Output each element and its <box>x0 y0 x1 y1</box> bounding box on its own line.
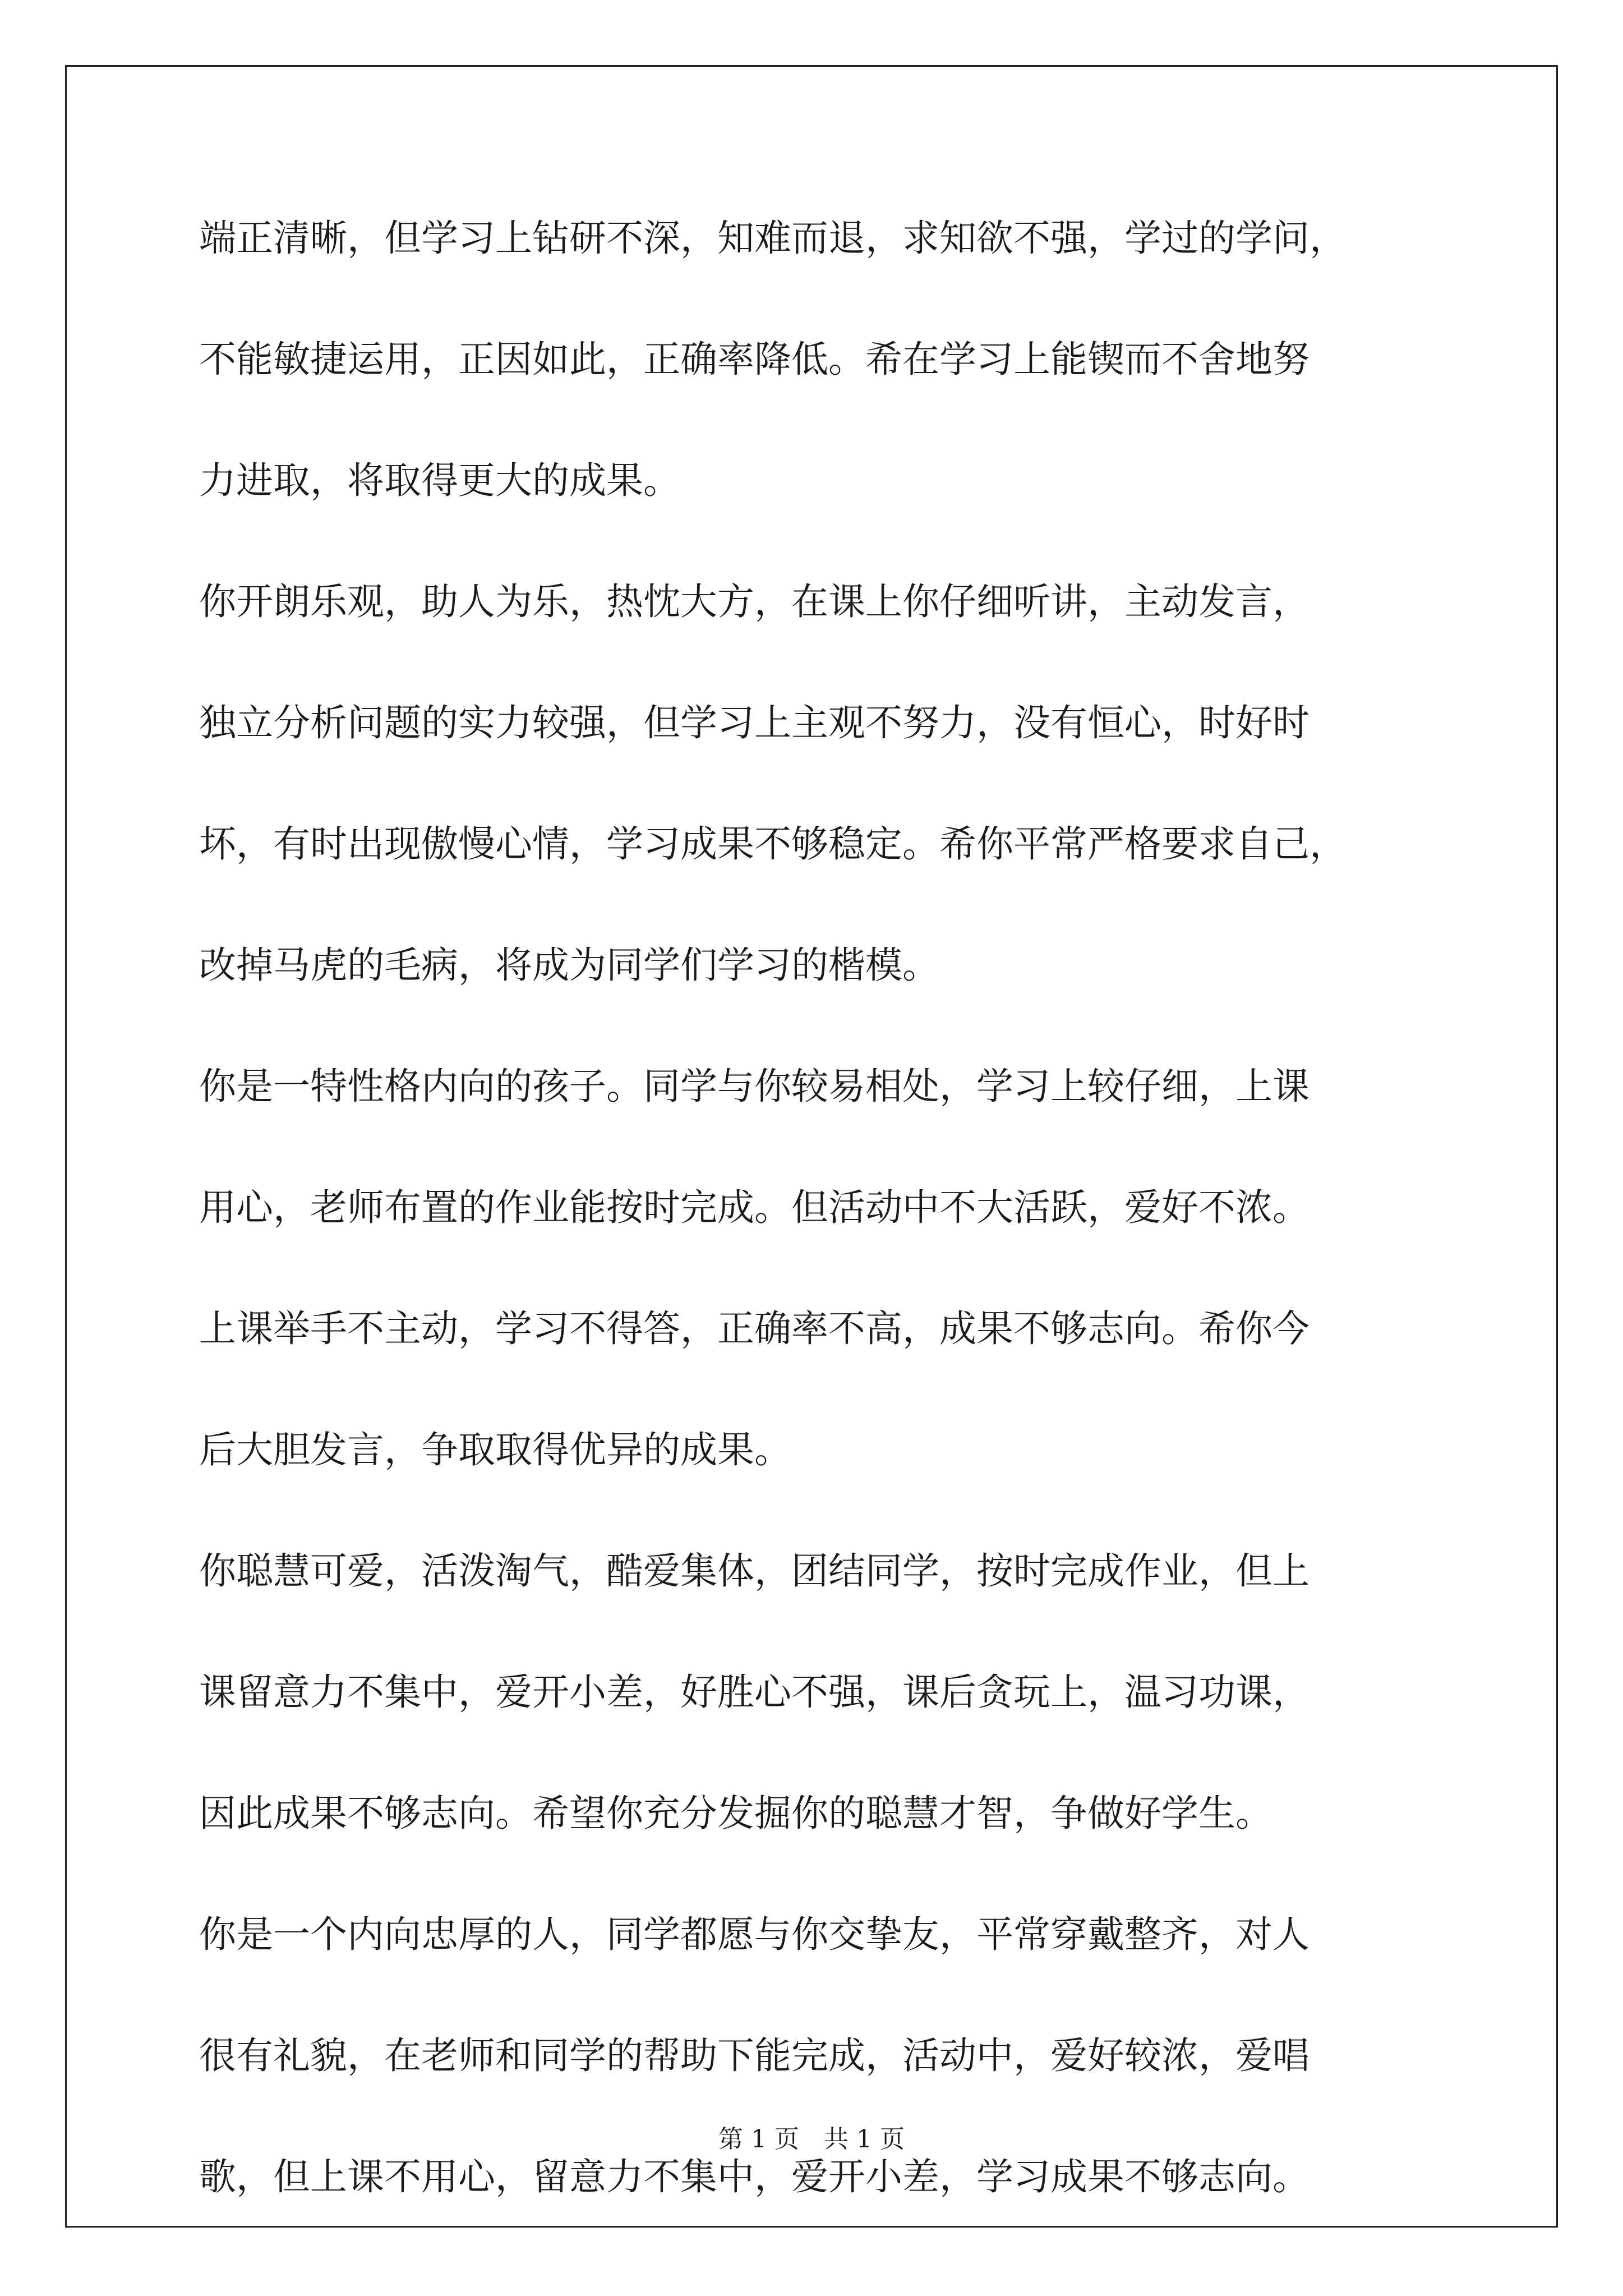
text-line: 独立分析问题的实力较强，但学习上主观不努力，没有恒心，时好时 <box>199 701 1310 744</box>
text-line: 你是一特性格内向的孩子。同学与你较易相处，学习上较仔细，上课 <box>199 1065 1310 1108</box>
text-line: 你聪慧可爱，活泼淘气，酷爱集体，团结同学，按时完成作业，但上 <box>199 1549 1310 1593</box>
text-line: 你开朗乐观，助人为乐，热忱大方，在课上你仔细听讲，主动发言， <box>199 580 1310 623</box>
text-line: 改掉马虎的毛病，将成为同学们学习的楷模。 <box>199 944 939 987</box>
text-line: 课留意力不集中，爱开小差，好胜心不强，课后贪玩上，温习功课， <box>199 1671 1310 1714</box>
text-line: 上课举手不主动，学习不得答，正确率不高，成果不够志向。希你今 <box>199 1307 1310 1350</box>
text-line: 歌，但上课不用心，留意力不集中，爱开小差，学习成果不够志向。 <box>199 2155 1310 2198</box>
text-line: 不能敏捷运用，正因如此，正确率降低。希在学习上能锲而不舍地努 <box>199 338 1310 381</box>
text-line: 力进取，将取得更大的成果。 <box>199 459 680 502</box>
text-line: 因此成果不够志向。希望你充分发掘你的聪慧才智，争做好学生。 <box>199 1792 1272 1835</box>
page-border <box>65 65 1558 2228</box>
text-line: 你是一个内向忠厚的人，同学都愿与你交挚友，平常穿戴整齐，对人 <box>199 1913 1310 1956</box>
text-line: 端正清晰，但学习上钻研不深，知难而退，求知欲不强，学过的学问， <box>199 217 1347 260</box>
text-line: 用心，老师布置的作业能按时完成。但活动中不大活跃，爱好不浓。 <box>199 1186 1310 1229</box>
page-number: 第 1 页 共 1 页 <box>718 2125 905 2154</box>
text-line: 后大胆发言，争取取得优异的成果。 <box>199 1428 791 1471</box>
text-line: 很有礼貌，在老师和同学的帮助下能完成，活动中，爱好较浓，爱唱 <box>199 2034 1310 2077</box>
text-line: 坏，有时出现傲慢心情，学习成果不够稳定。希你平常严格要求自己， <box>199 822 1347 866</box>
